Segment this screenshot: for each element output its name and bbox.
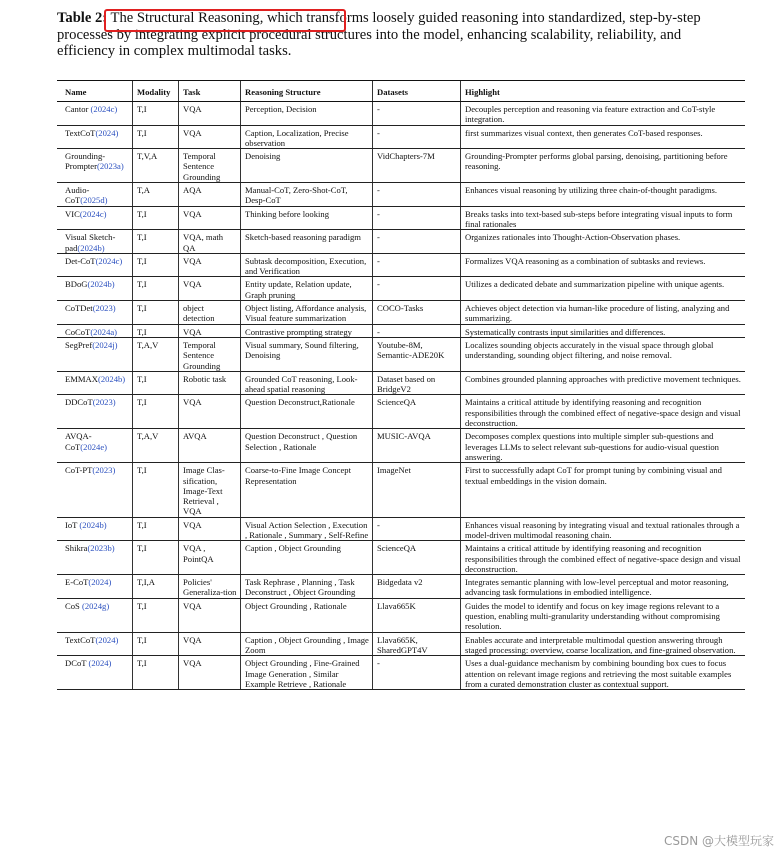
cell-name (57, 656, 133, 690)
table-row (57, 541, 745, 575)
cell-datasets: - (373, 102, 461, 126)
cell-structure: Sketch-based reasoning paradigm (241, 230, 373, 254)
cell-structure: Thinking before looking (241, 206, 373, 230)
table-row (57, 463, 745, 517)
method-name: IoT (65, 519, 80, 530)
cell-structure: Object listing, Affordance analysis, Visual feature summarization (241, 301, 373, 325)
table-row (57, 575, 745, 599)
cell-name (57, 395, 133, 429)
cell-modality: T,I,A (133, 575, 179, 599)
cell-structure: Object Grounding , Fine-Grained Image Generation , Similar Example Retrieve , Rationale (241, 656, 373, 690)
cell-task: VQA (179, 206, 241, 230)
cell-modality: T,A,V (133, 337, 179, 371)
cell-modality: T,I (133, 206, 179, 230)
cell-highlight: Utilizes a dedicated debate and summarization pipeline with unique agents. (461, 277, 746, 301)
citation-link[interactable]: (2024c) (79, 208, 107, 219)
method-name: VIC (65, 208, 80, 219)
cell-modality: T,V,A (133, 149, 179, 183)
citation-link[interactable]: (2024b) (87, 279, 115, 290)
cell-highlight: Guides the model to identify and focus on key image regions relevant to a question, enabling multi-granularity understanding without compromising resolution. (461, 598, 746, 632)
cell-task: VQA (179, 102, 241, 126)
citation-link[interactable]: (2024) (95, 634, 119, 645)
structural-reasoning-table (57, 80, 745, 690)
cell-highlight: first summarizes visual context, then generates CoT-based responses. (461, 125, 746, 149)
cell-name (57, 230, 133, 254)
table-row (57, 371, 745, 395)
header-name: Name (57, 81, 133, 102)
citation-link[interactable]: (2023) (92, 397, 116, 408)
watermark: CSDN @大模型玩家 (663, 834, 774, 848)
cell-datasets: ScienceQA (373, 541, 461, 575)
citation-link[interactable]: (2025d) (80, 195, 108, 206)
header-datasets: Datasets (373, 81, 461, 102)
cell-structure: Visual summary, Sound filtering, Denoising (241, 337, 373, 371)
cell-task: Temporal Sentence Grounding (179, 337, 241, 371)
cell-datasets: - (373, 230, 461, 254)
citation-link[interactable]: (2023) (92, 465, 116, 476)
cell-structure: Question Deconstruct,Rationale (241, 395, 373, 429)
cell-name (57, 253, 133, 277)
cell-name (57, 632, 133, 656)
header-task: Task (179, 81, 241, 102)
cell-highlight: Localizes sounding objects accurately in the visual space through global understanding, sounding object filtering, and noise removal. (461, 337, 746, 371)
cell-task: Robotic task (179, 371, 241, 395)
cell-structure: Grounded CoT reasoning, Look-ahead spatial reasoning (241, 371, 373, 395)
cell-highlight: Organizes rationales into Thought-Action-Observation phases. (461, 230, 746, 254)
citation-link[interactable]: (2024c) (90, 104, 118, 114)
citation-link[interactable]: (2024a) (90, 326, 118, 337)
cell-modality: T,I (133, 230, 179, 254)
table-row (57, 632, 745, 656)
cell-name (57, 102, 133, 126)
method-name: DDCoT (65, 397, 93, 408)
red-highlight-box (104, 9, 346, 32)
cell-modality: T,I (133, 371, 179, 395)
table-row (57, 206, 745, 230)
cell-datasets: VidChapters-7M (373, 149, 461, 183)
citation-link[interactable]: (2024) (88, 658, 112, 669)
cell-task: VQA (179, 656, 241, 690)
cell-modality: T,I (133, 277, 179, 301)
cell-task: VQA (179, 324, 241, 337)
cell-task: VQA (179, 632, 241, 656)
method-name: BDoG (65, 279, 88, 290)
method-name: Audio-CoT (65, 185, 90, 206)
cell-datasets: Llava665K, SharedGPT4V (373, 632, 461, 656)
cell-name (57, 598, 133, 632)
method-name: CoTDet (65, 303, 93, 314)
cell-datasets: Dataset based on BridgeV2 (373, 371, 461, 395)
method-name: EMMAX (65, 373, 98, 384)
table-row (57, 301, 745, 325)
citation-link[interactable]: (2024e) (80, 441, 108, 452)
table-row (57, 149, 745, 183)
method-name: CoS (65, 600, 82, 611)
cell-modality: T,I (133, 301, 179, 325)
citation-link[interactable]: (2024g) (81, 600, 110, 611)
cell-modality: T,I (133, 463, 179, 517)
table-row (57, 324, 745, 337)
cell-modality: T,I (133, 598, 179, 632)
table-row (57, 277, 745, 301)
cell-datasets: - (373, 324, 461, 337)
cell-modality: T,I (133, 324, 179, 337)
cell-highlight: Formalizes VQA reasoning as a combination of subtasks and reviews. (461, 253, 746, 277)
cell-task: VQA (179, 395, 241, 429)
citation-link[interactable]: (2024b) (97, 373, 126, 384)
cell-structure: Object Grounding , Rationale (241, 598, 373, 632)
citation-link[interactable]: (2023b) (87, 543, 115, 554)
cell-highlight: Maintains a critical attitude by identifying reasoning and recognition responsibilities through the combined effect of negative-space design and visual deconstruction. (461, 395, 746, 429)
cell-name (57, 541, 133, 575)
cell-highlight: Enhances visual reasoning by utilizing three chain-of-thought paradigms. (461, 183, 746, 207)
cell-highlight: Decomposes complex questions into multiple simpler sub-questions and leverages LLMs to select relevant sub-questions for audio-visual question answering. (461, 429, 746, 463)
cell-name (57, 463, 133, 517)
cell-task: Policies' Generaliza-tion (179, 575, 241, 599)
cell-datasets: ImageNet (373, 463, 461, 517)
cell-task: VQA (179, 517, 241, 541)
method-name: AVQA-CoT (65, 431, 92, 452)
cell-task: VQA (179, 253, 241, 277)
table-row (57, 395, 745, 429)
caption-label: Table 2: (57, 10, 108, 26)
cell-name (57, 125, 133, 149)
cell-highlight: Systematically contrasts input similarities and differences. (461, 324, 746, 337)
cell-modality: T,I (133, 517, 179, 541)
cell-task: Temporal Sentence Grounding (179, 149, 241, 183)
table-row (57, 102, 745, 126)
method-name: Visual Sketch-pad (65, 232, 116, 253)
cell-task: Image Clas-sification, Image-Text Retrieval , VQA (179, 463, 241, 517)
cell-highlight: Combines grounded planning approaches with predictive movement techniques. (461, 371, 746, 395)
table-row (57, 517, 745, 541)
method-name: CoCoT (65, 326, 91, 337)
cell-structure: Coarse-to-Fine Image Concept Representation (241, 463, 373, 517)
method-name: CoT-PT (65, 465, 93, 476)
method-name: Cantor (65, 104, 91, 114)
cell-highlight: Maintains a critical attitude by identifying reasoning and recognition responsibilities through the combined effect of negative-space design and visual deconstruction. (461, 541, 746, 575)
cell-modality: T,I (133, 125, 179, 149)
cell-name (57, 149, 133, 183)
table-row (57, 429, 745, 463)
cell-name (57, 277, 133, 301)
cell-datasets: Bidgedata v2 (373, 575, 461, 599)
method-name: Det-CoT (65, 255, 96, 266)
cell-datasets: - (373, 253, 461, 277)
citation-link[interactable]: (2024c) (95, 255, 123, 266)
cell-task: AVQA (179, 429, 241, 463)
cell-modality: T,I (133, 102, 179, 126)
method-name: DCoT (65, 658, 89, 669)
table-row (57, 598, 745, 632)
cell-highlight: Uses a dual-guidance mechanism by combining bounding box cues to focus attention on relevant image regions and retrieving the most suitable examples from a curated demonstration cluster as contextual support. (461, 656, 746, 690)
citation-link[interactable]: (2023a) (96, 161, 124, 172)
table-row (57, 125, 745, 149)
cell-modality: T,A (133, 183, 179, 207)
cell-datasets: - (373, 206, 461, 230)
cell-structure: Caption , Object Grounding , Image Zoom (241, 632, 373, 656)
cell-name (57, 371, 133, 395)
cell-structure: Perception, Decision (241, 102, 373, 126)
cell-datasets: - (373, 656, 461, 690)
cell-datasets: - (373, 183, 461, 207)
caption-text: sforms loosely guided reasoning into standardized, step-by-step processes by integrating explicit procedural structures into the model, enhancing scalability, reliability, and efficiency in complex multimodal tasks. (57, 10, 701, 60)
table-row (57, 656, 745, 690)
cell-modality: T,I (133, 395, 179, 429)
cell-structure: Caption, Localization, Precise observation (241, 125, 373, 149)
cell-name (57, 429, 133, 463)
method-name: TextCoT (65, 634, 96, 645)
table-header-row (57, 81, 745, 102)
cell-modality: T,I (133, 253, 179, 277)
cell-structure: Task Rephrase , Planning , Task Deconstruct , Object Grounding (241, 575, 373, 599)
cell-structure: Denoising (241, 149, 373, 183)
cell-datasets: - (373, 125, 461, 149)
cell-highlight: Grounding-Prompter performs global parsing, denoising, partitioning before reasoning. (461, 149, 746, 183)
cell-datasets: COCO-Tasks (373, 301, 461, 325)
cell-task: VQA, math QA (179, 230, 241, 254)
cell-datasets: Youtube-8M, Semantic-ADE20K (373, 337, 461, 371)
method-name: TextCoT (65, 127, 96, 138)
cell-name (57, 206, 133, 230)
citation-link[interactable]: (2024j) (92, 339, 118, 350)
citation-link[interactable]: (2024) (95, 127, 119, 138)
cell-modality: T,A,V (133, 429, 179, 463)
cell-datasets: Llava665K (373, 598, 461, 632)
cell-datasets: MUSIC-AVQA (373, 429, 461, 463)
table-row (57, 183, 745, 207)
cell-task: VQA (179, 598, 241, 632)
cell-structure: Manual-CoT, Zero-Shot-CoT, Desp-CoT (241, 183, 373, 207)
caption-highlighted-text: The Structural Reasoning, which tran (110, 10, 329, 26)
cell-name (57, 324, 133, 337)
cell-task: VQA (179, 277, 241, 301)
cell-structure: Entity update, Relation update, Graph pruning (241, 277, 373, 301)
cell-structure: Caption , Object Grounding (241, 541, 373, 575)
cell-name (57, 517, 133, 541)
cell-structure: Question Deconstruct , Question Selection , Rationale (241, 429, 373, 463)
table-row (57, 337, 745, 371)
cell-highlight: Integrates semantic planning with low-level perceptual and motor reasoning, advancing task formulations in embodied intelligence. (461, 575, 746, 599)
cell-highlight: First to successfully adapt CoT for prompt tuning by combining visual and textual embeddings in the vision domain. (461, 463, 746, 517)
cell-structure: Subtask decomposition, Execution, and Verification (241, 253, 373, 277)
cell-structure: Visual Action Selection , Execution , Rationale , Summary , Self-Refine (241, 517, 373, 541)
cell-modality: T,I (133, 656, 179, 690)
citation-link[interactable]: (2024b) (77, 242, 105, 253)
method-name: Shikra (65, 543, 88, 554)
cell-name (57, 575, 133, 599)
citation-link[interactable]: (2024) (88, 577, 112, 588)
table-row (57, 253, 745, 277)
cell-modality: T,I (133, 541, 179, 575)
method-name: E-CoT (65, 577, 89, 588)
cell-modality: T,I (133, 632, 179, 656)
cell-highlight: Enables accurate and interpretable multimodal question answering through staged processing: overview, coarse localization, and fine-grained observation. (461, 632, 746, 656)
cell-structure: Contrastive prompting strategy (241, 324, 373, 337)
cell-highlight: Enhances visual reasoning by integrating visual and textual rationales through a model-driven multimodal reasoning chain. (461, 517, 746, 541)
cell-task: AQA (179, 183, 241, 207)
header-structure: Reasoning Structure (241, 81, 373, 102)
table-row (57, 230, 745, 254)
cell-task: VQA , PointQA (179, 541, 241, 575)
cell-highlight: Breaks tasks into text-based sub-steps before integrating visual inputs to form final rationales (461, 206, 746, 230)
method-name: Grounding-Prompter (65, 151, 106, 172)
cell-datasets: - (373, 517, 461, 541)
cell-highlight: Achieves object detection via human-like procedure of listing, analyzing and summarizing. (461, 301, 746, 325)
method-name: SegPref (65, 339, 93, 350)
cell-task: object detection (179, 301, 241, 325)
cell-name (57, 183, 133, 207)
cell-highlight: Decouples perception and reasoning via feature extraction and CoT-style integration. (461, 102, 746, 126)
cell-name (57, 301, 133, 325)
cell-datasets: - (373, 277, 461, 301)
citation-link[interactable]: (2023) (92, 303, 116, 314)
header-modality: Modality (133, 81, 179, 102)
citation-link[interactable]: (2024b) (79, 519, 107, 530)
cell-datasets: ScienceQA (373, 395, 461, 429)
cell-name (57, 337, 133, 371)
cell-task: VQA (179, 125, 241, 149)
header-highlight: Highlight (461, 81, 746, 102)
